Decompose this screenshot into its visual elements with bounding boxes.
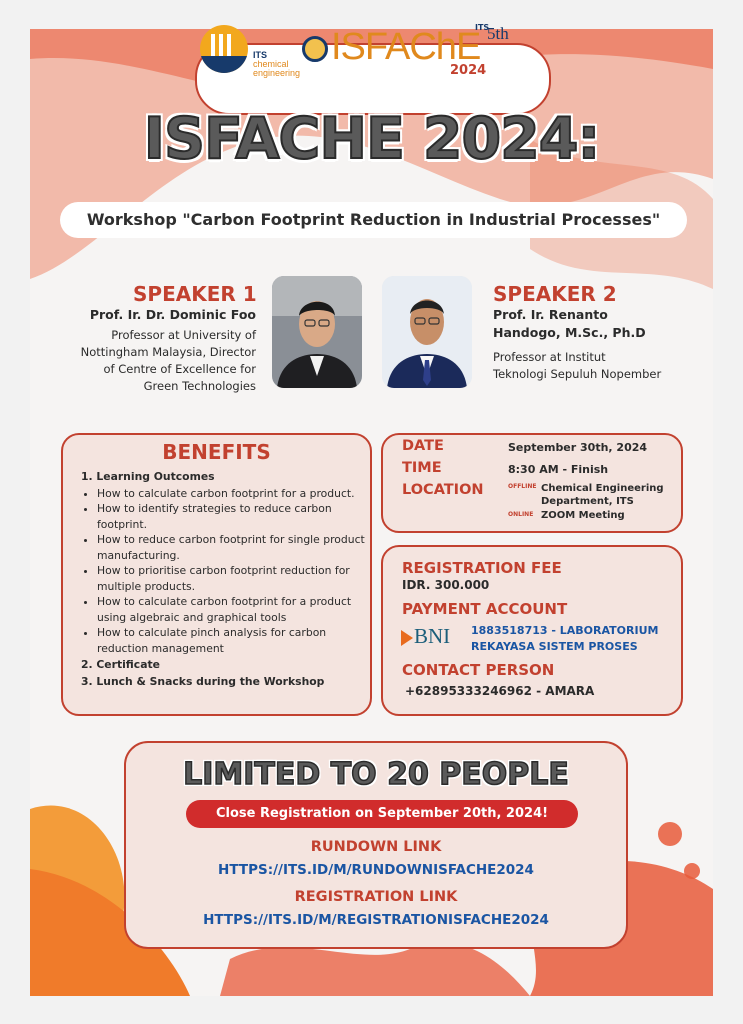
offline-location-line: Chemical Engineering: [541, 483, 664, 494]
speaker-1-description: [50, 327, 256, 395]
its-chemical-engineering-logotype: [253, 51, 300, 78]
isfache-logo-year: 2024: [450, 63, 487, 78]
its-logo-line1: ITS: [253, 50, 268, 60]
payment-account-number: [471, 623, 701, 655]
date-value: September 30th, 2024: [508, 441, 648, 454]
speaker-2-label: SPEAKER 2: [493, 282, 617, 306]
registration-fee-value: IDR. 300.000: [402, 578, 490, 592]
benefit-item-3: 3. Lunch & Snacks during the Workshop: [81, 674, 325, 688]
speaker-1-desc-line: Nottingham Malaysia, Director: [80, 345, 256, 359]
account-line: REKAYASA SISTEM PROSES: [471, 640, 638, 653]
speaker-2-name: [493, 306, 693, 342]
isfache-logo-text: ISFAChE: [331, 26, 481, 68]
benefit-item-1: 1. Learning Outcomes: [81, 470, 215, 483]
benefit-item-2: 2. Certificate: [81, 658, 160, 671]
its-logo-icon: [200, 25, 248, 73]
time-value: 8:30 AM - Finish: [508, 463, 609, 476]
contact-person-value: +62895333246962 - AMARA: [405, 684, 595, 698]
rundown-link-label: RUNDOWN LINK: [310, 839, 442, 855]
speaker-1-label: SPEAKER 1: [133, 282, 257, 306]
workshop-subtitle: Workshop "Carbon Footprint Reduction in Industrial Processes": [86, 210, 661, 229]
registration-fee-label: REGISTRATION FEE: [402, 559, 562, 577]
time-label: TIME: [402, 460, 442, 476]
its-logo-line3: engineering: [253, 68, 301, 78]
learning-outcomes-list: [81, 486, 366, 657]
location-label: LOCATION: [402, 482, 484, 498]
online-location: ZOOM Meeting: [541, 510, 625, 521]
speaker-1-desc-line: Green Technologies: [143, 379, 256, 393]
outcome-item: • How to calculate pinch analysis for carbon reduction management: [97, 625, 366, 656]
rundown-link[interactable]: HTTPS://ITS.ID/M/RUNDOWNISFACHE2024: [218, 862, 534, 878]
isfache-logo-its: ITS: [475, 23, 490, 32]
outcome-item: • How to reduce carbon footprint for single product manufacturing.: [97, 532, 366, 563]
close-registration-text: Close Registration on September 20th, 2024!: [215, 806, 549, 821]
outcome-item: • How to calculate carbon footprint for a product using algebraic and graphical tools: [97, 594, 366, 625]
registration-link-label: REGISTRATION LINK: [294, 889, 458, 905]
benefits-list: [81, 468, 366, 689]
speaker-2-portrait: [382, 276, 472, 388]
offline-location-line: Department, ITS: [541, 496, 634, 507]
speaker-2-desc-line: Teknologi Sepuluh Nopember: [493, 367, 662, 381]
limited-seats-title: LIMITED TO 20 PEOPLE: [183, 757, 569, 792]
main-title: ISFACHE 2024:: [143, 106, 600, 172]
bni-logo-text: BNI: [414, 624, 451, 648]
registration-link[interactable]: HTTPS://ITS.ID/M/REGISTRATIONISFACHE2024: [203, 912, 549, 928]
speaker-2-photo: [382, 276, 472, 388]
isfache-logo-edition: 5th: [487, 24, 509, 43]
outcome-item: • How to calculate carbon footprint for a product.: [97, 486, 366, 502]
speaker-1-name: Prof. Ir. Dr. Dominic Foo: [89, 307, 256, 322]
outcome-item: • How to prioritise carbon footprint reduction for multiple products.: [97, 563, 366, 594]
account-line: 1883518713 - LABORATORIUM: [471, 624, 659, 637]
speaker-2-description: [493, 349, 693, 383]
payment-account-label: PAYMENT ACCOUNT: [402, 600, 568, 618]
online-tag: ONLINE: [508, 511, 534, 518]
its-seal-icon: [302, 36, 328, 62]
its-logo-line2: chemical: [253, 59, 289, 69]
speaker-1-desc-line: Professor at University of: [111, 328, 256, 342]
outcome-item: • How to identify strategies to reduce carbon footprint.: [97, 501, 366, 532]
speaker-2-name-line: Prof. Ir. Renanto: [493, 307, 608, 322]
contact-person-label: CONTACT PERSON: [402, 661, 555, 679]
speaker-1-photo: [272, 276, 362, 388]
speaker-1-portrait: [272, 276, 362, 388]
date-label: DATE: [402, 438, 444, 454]
speaker-2-name-line: Handogo, M.Sc., Ph.D: [493, 325, 646, 340]
offline-location: [541, 482, 664, 508]
offline-tag: OFFLINE: [508, 483, 537, 490]
speaker-1-desc-line: of Centre of Excellence for: [103, 362, 256, 376]
benefits-title: BENEFITS: [162, 440, 271, 464]
speaker-2-desc-line: Professor at Institut: [493, 350, 606, 364]
